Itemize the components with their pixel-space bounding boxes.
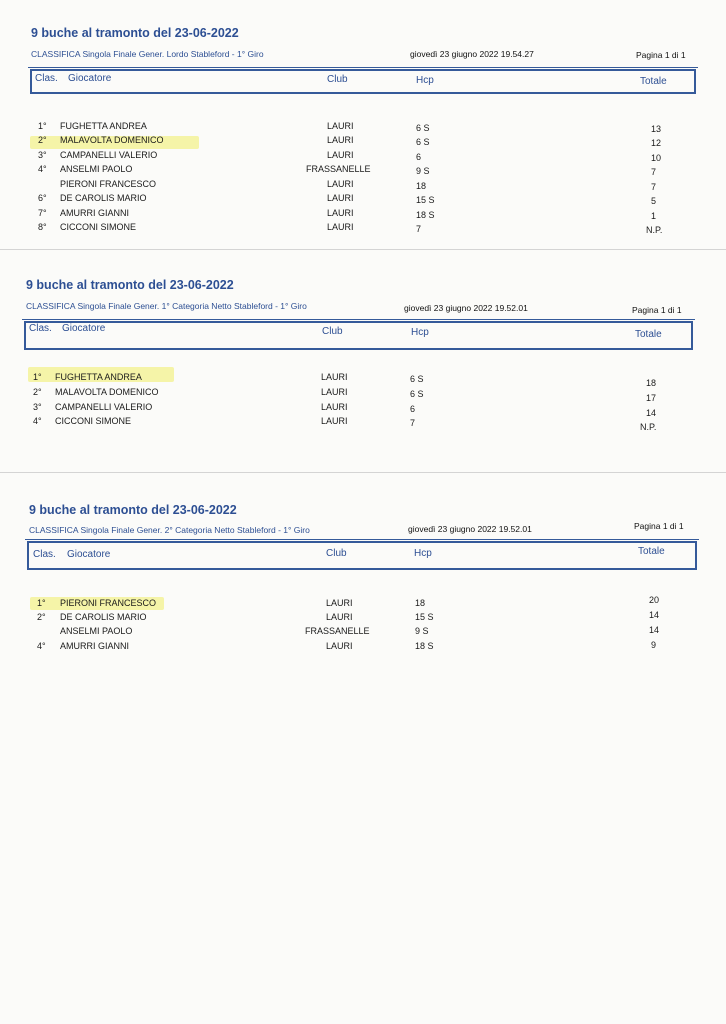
table-row — [0, 612, 726, 626]
row-club: FRASSANELLE — [306, 164, 371, 174]
section-subtitle: CLASSIFICA Singola Finale Gener. 1° Categoria Netto Stableford - 1° Giro — [26, 301, 307, 311]
table-row — [0, 208, 726, 222]
header-hcp: Hcp — [416, 75, 434, 86]
table-row — [0, 193, 726, 207]
table-row — [0, 164, 726, 178]
row-club: LAURI — [327, 121, 354, 131]
row-total: 7 — [651, 167, 657, 177]
section-title: 9 buche al tramonto del 23-06-2022 — [29, 503, 237, 517]
section-title: 9 buche al tramonto del 23-06-2022 — [26, 278, 234, 292]
header-clas: Clas. — [29, 323, 52, 334]
row-total: N.P. — [646, 225, 663, 235]
row-name: CAMPANELLI VALERIO — [60, 150, 158, 160]
row-total: 10 — [651, 153, 662, 163]
row-position: 6° — [38, 193, 47, 203]
row-total: 14 — [649, 610, 660, 620]
page-number: Pagina 1 di 1 — [632, 305, 682, 315]
page-number: Pagina 1 di 1 — [636, 50, 686, 60]
row-club: LAURI — [327, 179, 354, 189]
row-name: CICCONI SIMONE — [55, 416, 132, 426]
row-total: N.P. — [640, 422, 657, 432]
row-name: DE CAROLIS MARIO — [60, 612, 147, 622]
row-name: FUGHETTA ANDREA — [60, 121, 147, 131]
section-title: 9 buche al tramonto del 23-06-2022 — [31, 26, 239, 40]
row-position: 4° — [33, 416, 42, 426]
row-hcp: 9 S — [415, 626, 429, 636]
header-club: Club — [322, 326, 343, 337]
row-club: LAURI — [321, 387, 348, 397]
row-total: 12 — [651, 138, 662, 148]
table-row — [0, 595, 726, 612]
row-name: AMURRI GIANNI — [60, 208, 130, 218]
header-club: Club — [326, 548, 347, 559]
row-position: 2° — [33, 387, 42, 397]
table-row — [0, 402, 726, 416]
row-hcp: 18 S — [415, 641, 434, 651]
header-player: Giocatore — [67, 549, 111, 560]
section-subtitle: CLASSIFICA Singola Finale Gener. Lordo Stableford - 1° Giro — [31, 49, 264, 59]
header-player: Giocatore — [68, 73, 112, 84]
row-name: ANSELMI PAOLO — [60, 626, 133, 636]
row-position: 4° — [38, 164, 47, 174]
row-name: MALAVOLTA DOMENICO — [60, 135, 164, 145]
row-position: 3° — [38, 150, 47, 160]
table-row — [0, 179, 726, 193]
row-hcp: 18 — [416, 181, 427, 191]
row-club: LAURI — [326, 598, 353, 608]
row-total: 14 — [649, 625, 660, 635]
row-hcp: 18 — [415, 598, 426, 608]
row-position: 3° — [33, 402, 42, 412]
header-clas: Clas. — [35, 73, 58, 84]
row-club: LAURI — [327, 222, 354, 232]
row-total: 5 — [651, 196, 657, 206]
results-section-cat2 — [0, 473, 726, 673]
table-row — [0, 626, 726, 640]
row-hcp: 6 — [410, 404, 416, 414]
row-hcp: 9 S — [416, 166, 430, 176]
row-hcp: 6 S — [410, 374, 424, 384]
row-club: LAURI — [326, 612, 353, 622]
row-total: 20 — [649, 595, 660, 605]
print-datetime: giovedì 23 giugno 2022 19.52.01 — [404, 303, 528, 313]
row-hcp: 6 S — [410, 389, 424, 399]
print-datetime: giovedì 23 giugno 2022 19.52.01 — [408, 524, 532, 534]
header-hcp: Hcp — [411, 327, 429, 338]
table-row — [0, 121, 726, 135]
row-position: 1° — [33, 372, 42, 382]
row-hcp: 18 S — [416, 210, 435, 220]
header-total: Totale — [640, 76, 667, 87]
row-name: FUGHETTA ANDREA — [55, 372, 142, 382]
row-club: FRASSANELLE — [305, 626, 370, 636]
row-total: 18 — [646, 378, 657, 388]
header-hcp: Hcp — [414, 548, 432, 559]
row-club: LAURI — [321, 402, 348, 412]
row-position: 1° — [38, 121, 47, 131]
table-header — [24, 321, 693, 350]
print-datetime: giovedì 23 giugno 2022 19.54.27 — [410, 49, 534, 59]
table-row — [0, 222, 726, 236]
row-hcp: 7 — [416, 224, 422, 234]
header-total: Totale — [638, 546, 665, 557]
row-name: AMURRI GIANNI — [60, 641, 130, 651]
row-total: 17 — [646, 393, 657, 403]
row-total: 9 — [651, 640, 657, 650]
page-number: Pagina 1 di 1 — [634, 521, 684, 531]
section-subtitle: CLASSIFICA Singola Finale Gener. 2° Categoria Netto Stableford - 1° Giro — [29, 525, 310, 535]
row-total: 14 — [646, 408, 657, 418]
row-total: 7 — [651, 182, 657, 192]
table-row — [0, 372, 726, 386]
row-club: LAURI — [327, 135, 354, 145]
row-position: 2° — [37, 612, 46, 622]
results-section-lordo — [0, 0, 726, 250]
table-header — [30, 69, 696, 94]
row-hcp: 15 S — [415, 612, 434, 622]
row-position: 8° — [38, 222, 47, 232]
row-hcp: 6 S — [416, 137, 430, 147]
table-row — [0, 416, 726, 430]
header-club: Club — [327, 74, 348, 85]
row-club: LAURI — [326, 641, 353, 651]
row-position: 4° — [37, 641, 46, 651]
table-row — [0, 387, 726, 401]
row-hcp: 15 S — [416, 195, 435, 205]
table-row — [0, 150, 726, 164]
row-name: CAMPANELLI VALERIO — [55, 402, 153, 412]
row-name: PIERONI FRANCESCO — [60, 598, 157, 608]
table-header — [27, 541, 697, 570]
row-name: MALAVOLTA DOMENICO — [55, 387, 159, 397]
results-section-cat1 — [0, 250, 726, 472]
header-total: Totale — [635, 329, 662, 340]
row-position: 2° — [38, 135, 47, 145]
row-club: LAURI — [327, 193, 354, 203]
row-hcp: 6 S — [416, 123, 430, 133]
row-name: ANSELMI PAOLO — [60, 164, 133, 174]
row-club: LAURI — [327, 208, 354, 218]
row-club: LAURI — [321, 416, 348, 426]
table-row — [0, 135, 726, 149]
row-club: LAURI — [321, 372, 348, 382]
row-name: DE CAROLIS MARIO — [60, 193, 147, 203]
header-clas: Clas. — [33, 549, 56, 560]
row-name: PIERONI FRANCESCO — [60, 179, 157, 189]
row-hcp: 7 — [410, 418, 416, 428]
row-total: 1 — [651, 211, 657, 221]
header-player: Giocatore — [62, 323, 106, 334]
row-total: 13 — [651, 124, 662, 134]
row-hcp: 6 — [416, 152, 422, 162]
row-position: 7° — [38, 208, 47, 218]
row-name: CICCONI SIMONE — [60, 222, 137, 232]
table-row — [0, 641, 726, 655]
row-club: LAURI — [327, 150, 354, 160]
row-position: 1° — [37, 598, 46, 608]
